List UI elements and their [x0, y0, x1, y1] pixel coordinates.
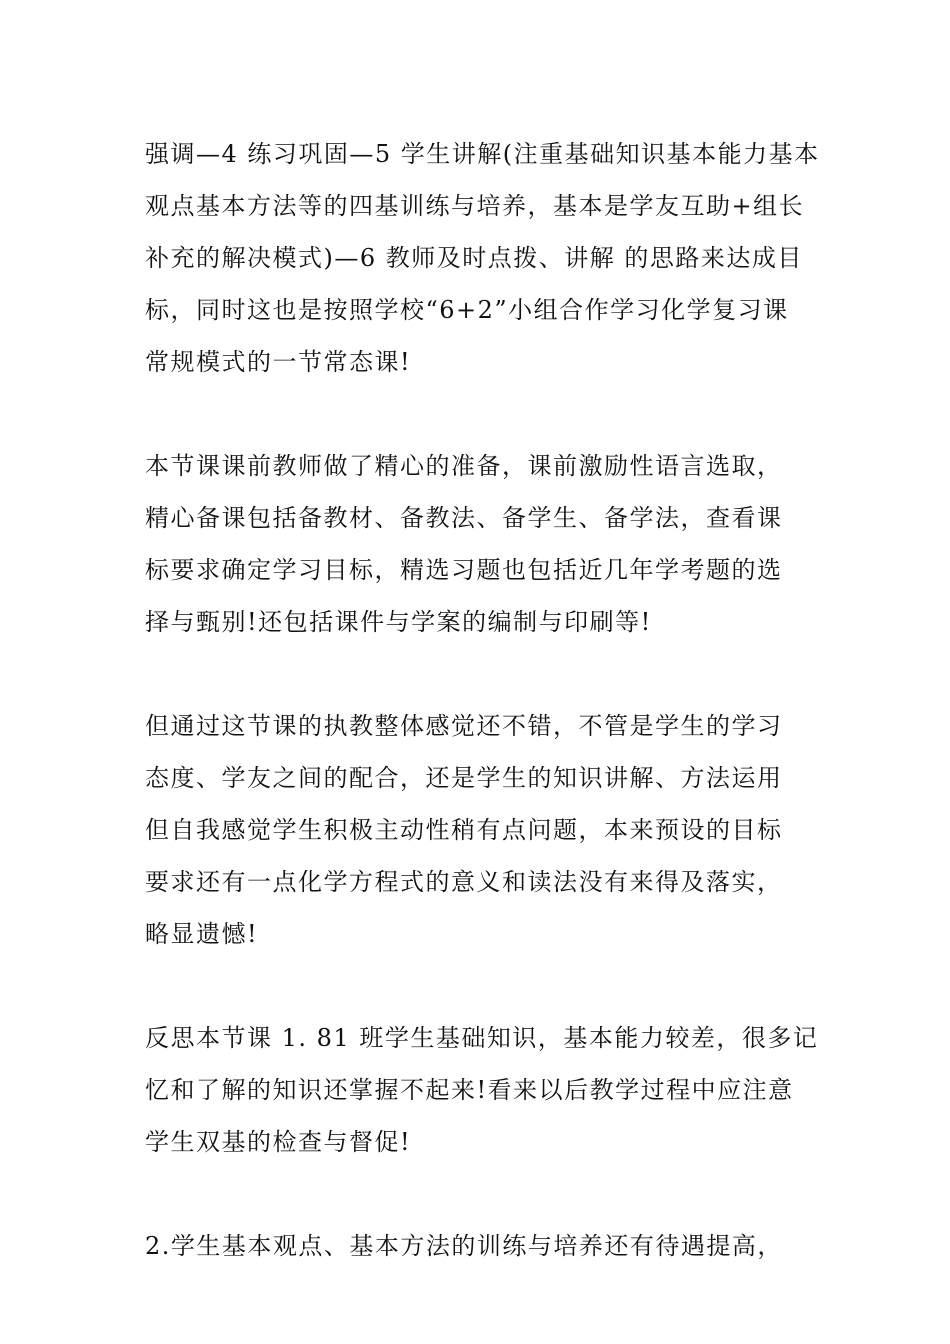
text-line: 略显遗憾! — [145, 920, 259, 948]
text-line: 2.学生基本观点、基本方法的训练与培养还有待遇提高， — [145, 1232, 783, 1260]
text-line: 补充的解决模式)—6 教师及时点拨、讲解 的思路来达成目 — [145, 244, 803, 272]
paragraph-spacer — [145, 648, 810, 700]
text-line: 忆和了解的知识还掌握不起来!看来以后教学过程中应注意 — [145, 1076, 794, 1104]
text-line: 态度、学友之间的配合，还是学生的知识讲解、方法运用 — [145, 764, 783, 792]
paragraph-5 — [145, 1220, 810, 1272]
paragraph-spacer — [145, 1168, 810, 1220]
paragraph-1 — [145, 128, 820, 388]
text-line: 学生双基的检查与督促! — [145, 1128, 412, 1156]
text-line: 但通过这节课的执教整体感觉还不错，不管是学生的学习 — [145, 712, 783, 740]
text-line: 观点基本方法等的四基训练与培养，基本是学友互助+组长 — [145, 192, 805, 220]
text-line: 强调—4 练习巩固—5 学生讲解(注重基础知识基本能力基本 — [145, 140, 820, 168]
paragraph-2 — [145, 440, 810, 648]
paragraph-spacer — [145, 388, 810, 440]
text-line: 择与甄别!还包括课件与学案的编制与印刷等! — [145, 608, 652, 636]
text-line: 要求还有一点化学方程式的意义和读法没有来得及落实， — [145, 868, 783, 896]
text-line: 标，同时这也是按照学校“6+2”小组合作学习化学复习课 — [145, 296, 789, 324]
paragraph-spacer — [145, 960, 810, 1012]
text-line: 本节课课前教师做了精心的准备，课前激励性语言选取， — [145, 452, 783, 480]
document-body — [145, 128, 820, 1272]
paragraph-3 — [145, 700, 810, 960]
text-line: 常规模式的一节常态课! — [145, 348, 412, 376]
text-line: 标要求确定学习目标，精选习题也包括近几年学考题的选 — [145, 556, 783, 584]
text-line: 精心备课包括备教材、备教法、备学生、备学法，查看课 — [145, 504, 783, 532]
text-line: 反思本节课 1. 81 班学生基础知识，基本能力较差，很多记 — [145, 1024, 819, 1052]
text-line: 但自我感觉学生积极主动性稍有点问题，本来预设的目标 — [145, 816, 783, 844]
paragraph-4 — [145, 1012, 819, 1168]
